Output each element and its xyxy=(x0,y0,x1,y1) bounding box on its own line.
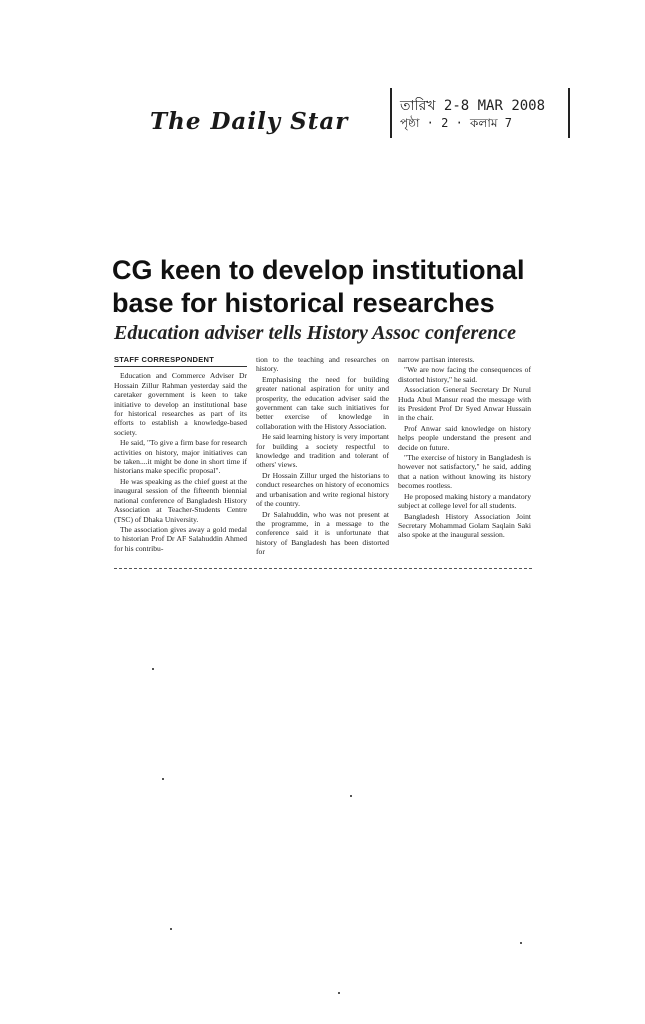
paragraph: "The exercise of history in Bangladesh is however not satisfactory," he said, adding that a nation without knowing its history becomes rootless. xyxy=(398,453,531,491)
clipping-bottom-rule xyxy=(114,568,532,569)
paragraph: Association General Secretary Dr Nurul Huda Abul Mansur read the message with its President Prof Dr Syed Anwar Hussain in the chair. xyxy=(398,385,531,423)
stamp-page-line: পৃষ্ঠা · 2 · কলাম 7 xyxy=(400,116,512,130)
scan-speck xyxy=(170,928,172,930)
date-stamp xyxy=(390,88,570,138)
paragraph: The association gives away a gold medal to historian Prof Dr AF Salahuddin Ahmed for his contribu- xyxy=(114,524,247,553)
paragraph: Dr Salahuddin, who was not present at the programme, in a message to the conference said it is unfortunate that history of Bangladesh has been distorted for xyxy=(256,509,389,557)
article-column-3 xyxy=(398,355,531,541)
paragraph: He said learning history is very important for building a society respectful to knowledge and tradition and tolerant of others' views. xyxy=(256,432,389,470)
scan-speck xyxy=(350,795,352,797)
paragraph: narrow partisan interests. xyxy=(398,355,475,364)
paragraph: Dr Hossain Zillur urged the historians to conduct researches on history of economics and urbanisation and write regional history of the country. xyxy=(256,470,389,509)
paragraph: Bangladesh History Association Joint Secretary Mohammad Golam Saqlain Saki also spoke at the inaugural session. xyxy=(398,511,531,540)
article-headline: CG keen to develop institutional base for historical researches xyxy=(112,255,525,318)
paragraph: Education and Commerce Adviser Dr Hossain Zillur Rahman yesterday said the caretaker government is keen to take initiative to develop an institutional base for historical researches as part of its efforts to establish a knowledge-based society. xyxy=(114,371,247,437)
article-subheadline: Education adviser tells History Assoc conference xyxy=(114,322,517,344)
article-byline: STAFF CORRESPONDENT xyxy=(114,355,247,367)
paragraph: "We are now facing the consequences of distorted history," he said. xyxy=(398,365,531,384)
article-column-2 xyxy=(256,355,389,558)
paragraph: tion to the teaching and researches on history. xyxy=(256,355,389,374)
paragraph: He was speaking as the chief guest at the inaugural session of the fifteenth biennial national conference of Bangladesh History Association at Teacher-Students Centre (TSC) of Dhaka University. xyxy=(114,476,247,524)
paragraph: Emphasising the need for building greater national aspiration for unity and prosperity, the education adviser said the government can take such initiatives for better exercise of knowledge in collaboration with the History Association. xyxy=(256,374,389,431)
scan-speck xyxy=(152,668,154,670)
scan-speck xyxy=(162,778,164,780)
paragraph: He proposed making history a mandatory subject at college level for all students. xyxy=(398,491,531,511)
paragraph: He said, "To give a firm base for research activities on history, major initiatives can be taken....it might be done in short time if historians make specific proposal". xyxy=(114,438,247,476)
newspaper-masthead: The Daily Star xyxy=(150,108,349,135)
stamp-date-line: তারিখ 2-8 MAR 2008 xyxy=(400,98,546,114)
article-column-1 xyxy=(114,355,247,554)
scan-speck xyxy=(338,992,340,994)
paragraph: Prof Anwar said knowledge on history helps people understand the present and decide on future. xyxy=(398,423,531,452)
scan-speck xyxy=(520,942,522,944)
